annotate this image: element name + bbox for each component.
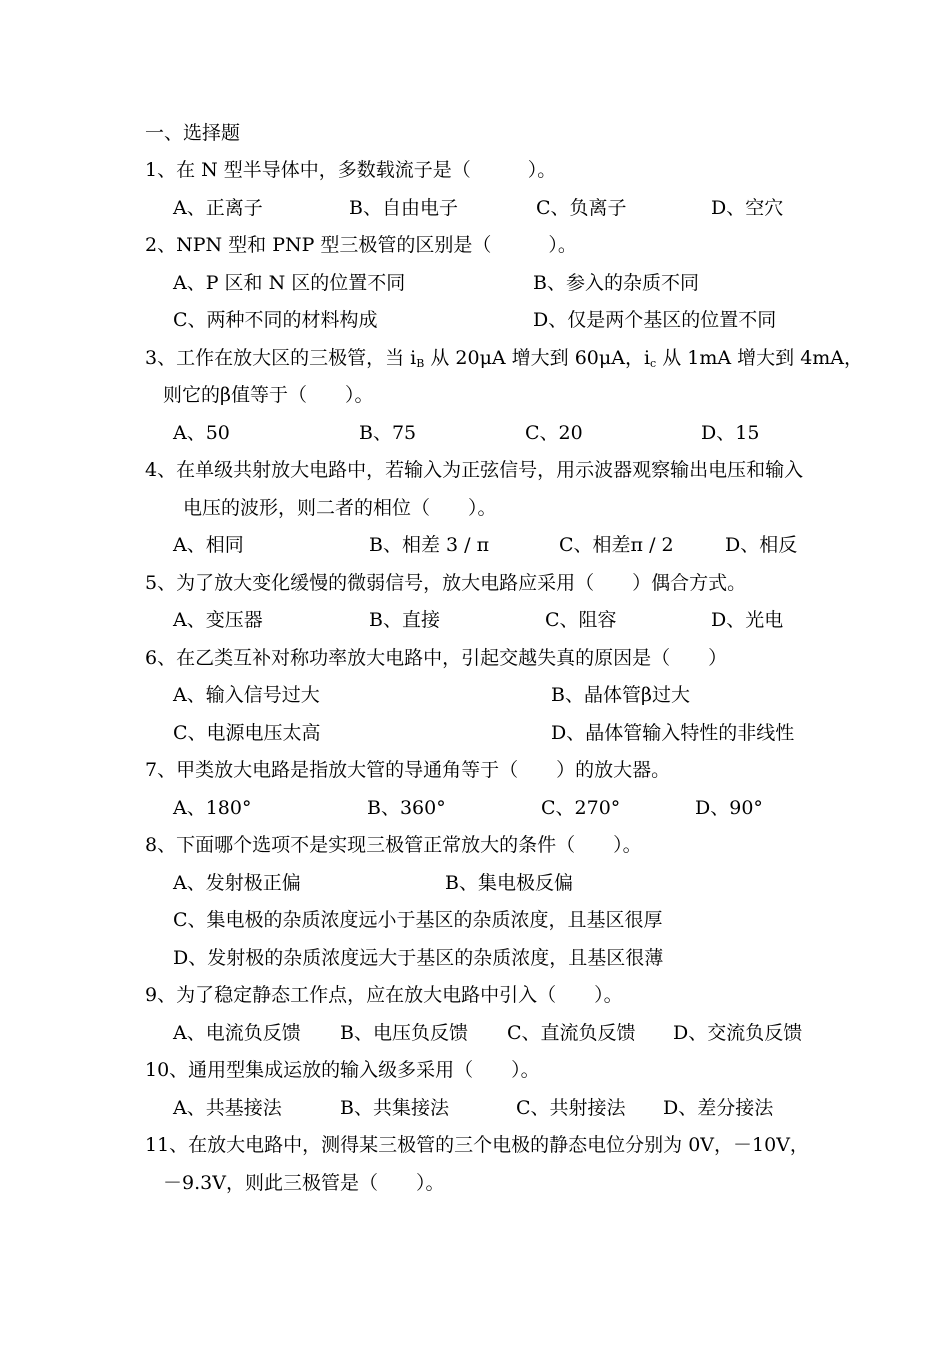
q9-option-d: D、交流负反馈 bbox=[673, 1022, 803, 1044]
q4-option-a: A、相同 bbox=[173, 534, 244, 556]
q9-option-b: B、电压负反馈 bbox=[340, 1022, 468, 1044]
q7-option-d: D、90° bbox=[695, 797, 763, 819]
q2-option-a: A、P 区和 N 区的位置不同 bbox=[173, 272, 406, 294]
q4-option-c: C、相差π / 2 bbox=[559, 534, 674, 556]
q10-option-d: D、差分接法 bbox=[663, 1097, 774, 1119]
q10-option-a: A、共基接法 bbox=[173, 1097, 282, 1119]
question-11-stem: 11、在放大电路中，测得某三极管的三个电极的静态电位分别为 0V，－10V， bbox=[145, 1134, 809, 1156]
question-9-stem: 9、为了稳定静态工作点，应在放大电路中引入（ ）。 bbox=[145, 984, 623, 1006]
q3-subscript-c: c bbox=[650, 357, 657, 370]
q1-option-c: C、负离子 bbox=[536, 197, 627, 219]
question-4-stem-line2: 电压的波形，则二者的相位（ ）。 bbox=[183, 497, 497, 519]
q6-option-c: C、电源电压太高 bbox=[173, 722, 321, 744]
q3-stem-part1: 3、工作在放大区的三极管，当 i bbox=[145, 347, 417, 369]
q10-option-c: C、共射接法 bbox=[516, 1097, 626, 1119]
q9-option-c: C、直流负反馈 bbox=[507, 1022, 636, 1044]
q3-option-b: B、75 bbox=[359, 422, 417, 444]
q5-option-d: D、光电 bbox=[711, 609, 784, 631]
question-8-stem: 8、下面哪个选项不是实现三极管正常放大的条件（ ）。 bbox=[145, 834, 642, 856]
question-7-stem: 7、甲类放大电路是指放大管的导通角等于（ ）的放大器。 bbox=[145, 759, 671, 781]
q3-option-d: D、15 bbox=[701, 422, 760, 444]
q4-option-b: B、相差 3 / π bbox=[369, 534, 490, 556]
q8-option-c: C、集电极的杂质浓度远小于基区的杂质浓度，且基区很厚 bbox=[173, 909, 663, 931]
q3-option-a: A、50 bbox=[173, 422, 230, 444]
q8-option-a: A、发射极正偏 bbox=[173, 872, 301, 894]
section-title: 一、选择题 bbox=[145, 122, 241, 144]
question-10-stem: 10、通用型集成运放的输入级多采用（ ）。 bbox=[145, 1059, 540, 1081]
q6-option-b: B、晶体管β过大 bbox=[551, 684, 690, 706]
q8-option-b: B、集电极反偏 bbox=[445, 872, 573, 894]
q5-option-c: C、阻容 bbox=[545, 609, 617, 631]
q2-option-b: B、参入的杂质不同 bbox=[533, 272, 699, 294]
q2-option-d: D、仅是两个基区的位置不同 bbox=[533, 309, 777, 331]
question-3-stem bbox=[145, 349, 863, 368]
q6-option-d: D、晶体管输入特性的非线性 bbox=[551, 722, 795, 744]
q9-option-a: A、电流负反馈 bbox=[173, 1022, 301, 1044]
question-5-stem: 5、为了放大变化缓慢的微弱信号，放大电路应采用（ ）偶合方式。 bbox=[145, 572, 747, 594]
q3-subscript-b: B bbox=[416, 357, 425, 370]
q3-stem-part2: 从 20μA 增大到 60μA，i bbox=[424, 347, 651, 369]
q7-option-b: B、360° bbox=[367, 797, 446, 819]
question-3-stem-line2: 则它的β值等于（ ）。 bbox=[163, 384, 374, 406]
q8-option-d: D、发射极的杂质浓度远大于基区的杂质浓度，且基区很薄 bbox=[173, 947, 664, 969]
q1-option-a: A、正离子 bbox=[173, 197, 263, 219]
q1-option-b: B、自由电子 bbox=[349, 197, 458, 219]
q2-option-c: C、两种不同的材料构成 bbox=[173, 309, 378, 331]
q1-option-d: D、空穴 bbox=[711, 197, 784, 219]
q7-option-a: A、180° bbox=[173, 797, 252, 819]
question-4-stem: 4、在单级共射放大电路中，若输入为正弦信号，用示波器观察输出电压和输入 bbox=[145, 459, 804, 481]
q10-option-b: B、共集接法 bbox=[340, 1097, 449, 1119]
question-2-stem: 2、NPN 型和 PNP 型三极管的区别是（ ）。 bbox=[145, 234, 577, 256]
q7-option-c: C、270° bbox=[541, 797, 621, 819]
q3-stem-part3: 从 1mA 增大到 4mA， bbox=[656, 347, 864, 369]
q5-option-b: B、直接 bbox=[369, 609, 440, 631]
q6-option-a: A、输入信号过大 bbox=[173, 684, 320, 706]
q4-option-d: D、相反 bbox=[725, 534, 798, 556]
question-6-stem: 6、在乙类互补对称功率放大电路中，引起交越失真的原因是（ ） bbox=[145, 647, 728, 669]
q5-option-a: A、变压器 bbox=[173, 609, 263, 631]
question-11-stem-line2: －9.3V，则此三极管是（ ）。 bbox=[163, 1172, 445, 1194]
q3-option-c: C、20 bbox=[525, 422, 583, 444]
question-1-stem: 1、在 N 型半导体中，多数载流子是（ ）。 bbox=[145, 159, 557, 181]
